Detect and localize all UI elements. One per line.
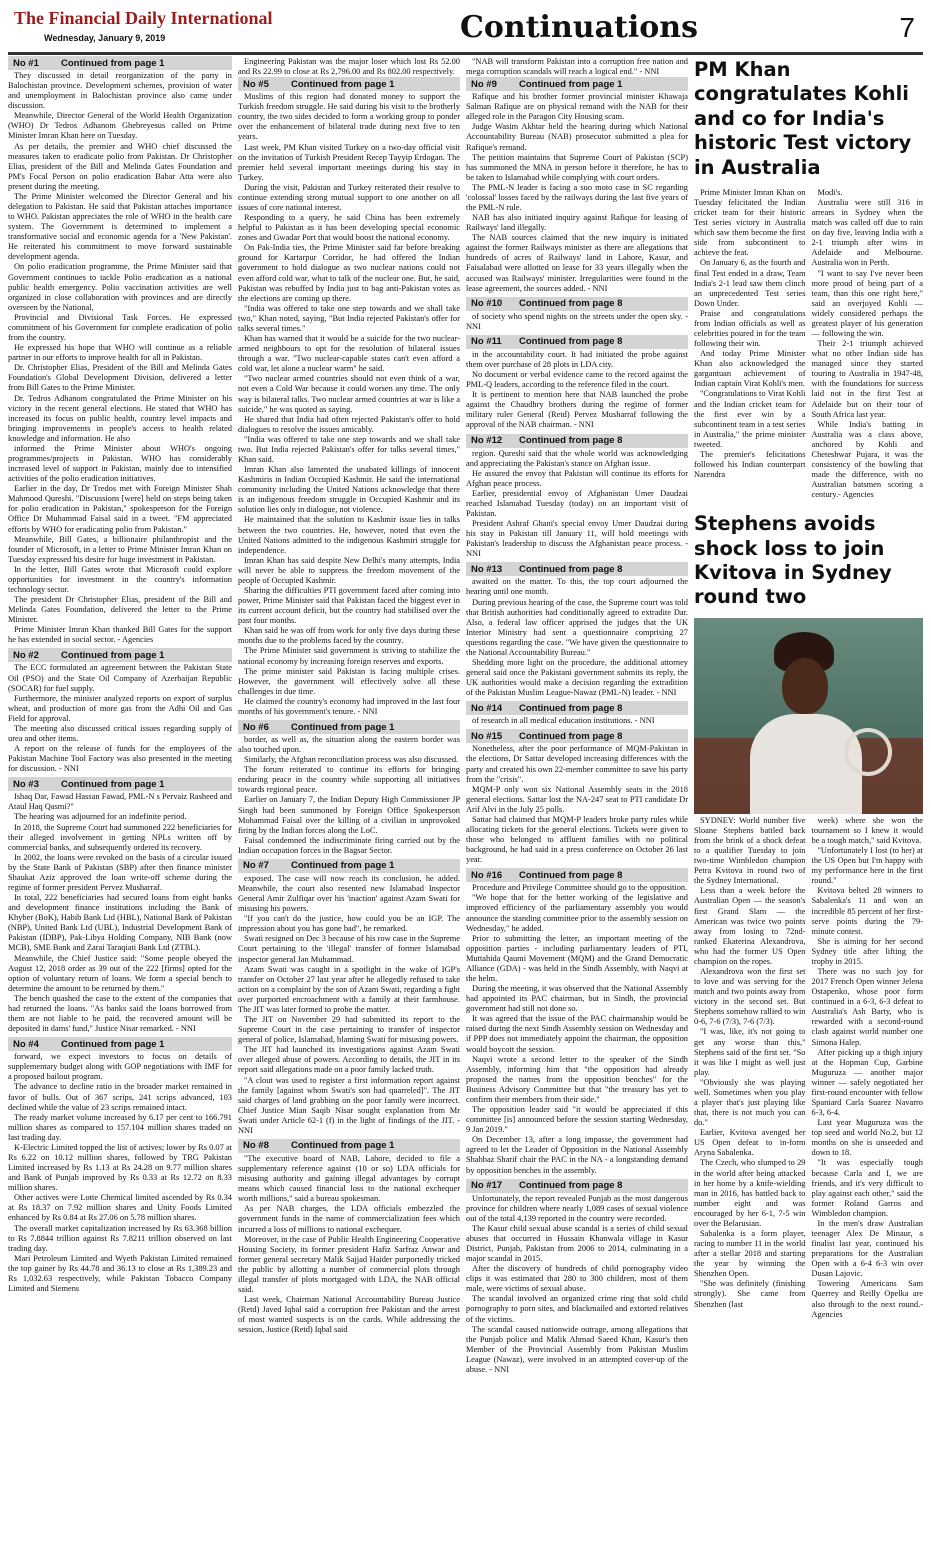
continued-label: Continued from page 8 [519,702,623,714]
continuation-header [238,859,460,873]
paragraph: Last week, PM Khan visited Turkey on a two-day official visit on the invitation of Turkish President Recep Tayyip Erdogan. The premier held several important meetings during his stay in Turkey. [238,142,460,182]
article-body [466,91,688,294]
paragraph: After the discovery of hundreds of child pornography video clips it was estimated that 280 to 300 children, most of them male, were victims of sexual abuse. [466,1264,688,1294]
continuation-number: No #11 [471,336,502,348]
paragraph: The hearing was adjourned for an indefinite period. [14,812,187,822]
continuation-7 [238,859,460,1136]
paragraph: Rafique and his brother former provincial minister Khawaja Salman Rafique are on physical remand with the NAB for their alleged role in the Paragon City Housing scam. [466,92,688,122]
paragraph: NAB has also initiated inquiry against Rafique for leasing of Railways' land illegally. [466,213,688,233]
paragraph: Prime Minister Imran Khan thanked Bill Gates for the support he has extended in social sector. - Agencies [8,625,232,645]
paragraph: Similarly, the Afghan reconciliation process was also discussed. [244,755,459,765]
article-body [238,1153,460,1335]
continuation-number: No #17 [471,1180,503,1192]
paragraph: Meanwhile, the Chief Justice said: "Some people obeyed the August 12, 2018 order as 39 out of the 222 [firms] opted for the option of voluntary return of loans. We form a special bench to determine the amount to be returned by them." [8,953,232,993]
paragraph: "India was offered to take one step towards and we shall take two. But India rejected Pakistan's offer for talks several times," Khan said. [238,434,460,464]
continuation-header [8,777,232,791]
paragraph: Imran Khan has said despite New Delhi's many attempts, India will never be able to suppress the freedom movement of the people of Occupied Kashmir. [238,555,460,585]
paragraph: On January 6, as the fourth and final Test ended in a draw, Team India's 2-1 lead saw them clinch an unprecedented Test series Down Under. [694,258,806,308]
continuation-header [466,701,688,715]
paragraph: week) where she won the tournament so I knew it would be a tough match," said Kvitova. [811,815,923,845]
paragraph: In the letter, Bill Gates wrote that Microsoft could explore opportunities for investment in the country's information technology sector. [8,564,232,594]
paragraph: The Kasur child sexual abuse scandal is a series of child sexual abuses that occurred in Hussain Khanwala village in Kasur District, Punjab, Pakistan from 2006 to 2014, culminating in a major scandal in 2015. [466,1223,688,1264]
continuation-15 [466,729,688,865]
paragraph: The ECC formulated an agreement between the Pakistan State Oil (PSO) and the State Oil Company of Azerbaijan Republic (SOCAR) for fuel supply. [8,663,232,693]
continuation-1 [8,56,232,645]
article-body [812,816,924,1320]
continued-label: Continued from page 1 [291,1140,395,1152]
paragraph: In 2002, the loans were revoked on the basis of a circular issued by the State Bank of Pakistan (SBP) after then finance minister Shaukat Aziz approved the loan write-off scheme during the regime of former president Pervez Musharraf. [8,852,232,893]
paragraph: "I want to say I've never been more proud of being part of a team, than this one right here," said an overjoyed Kohli — widely considered perhaps the greatest player of his generation — following the win. [811,268,923,338]
continuation-12 [466,434,688,560]
article-body [466,882,688,1175]
paragraph: Last year Muguruza was the top seed and world No.2, but 12 months on she is unseeded and down to 18. [811,1118,923,1158]
paragraph: Sabalenka is a form player, racing to number 11 in the world after a stellar 2018 and starting the year by winning the Shenzhen Open. [694,1229,806,1279]
paragraph: in the accountability court. It had initiated the probe against them over purchase of 28 plots in LDA city. [466,349,688,369]
paragraph: "Unfortunately I lost (to her) at the US Open but I'm happy with my performance here in the first round." [811,846,923,886]
paragraph: In total, 222 beneficiaries had secured loans from eight banks and development finance institutions including the Bank of Khyber (BoK), Habib Bank Ltd (HBL), National Bank of Pakistan (NBP), United Bank Ltd (UBL), Industrial Development Bank of Pakistan (IDBP), Pak-Libya Holding Company, NIB Bank (now MCB), SME Bank and Zarai Taraqiati Bank Ltd (ZTBL). [8,893,232,953]
paragraph: K-Electric Limited topped the list of actives; lower by Rs 0.07 at Rs 6.22 on 10.12 million shares, followed by TRG Pakistan Limited increased by Rs 1.13 at Rs 24.28 on 9.77 million shares and Bank of Punjab improved by Rs 0.33 at Rs 12.72 on 8.33 million shares. [8,1142,232,1193]
paragraph: informed the Prime Minister about WHO's ongoing programmes/projects in Pakistan. WHO has considerably increased level of support in Pakistan, mainly due to intensified activities of the polio eradication initiatives. [8,443,232,484]
paragraph: They discussed in detail reorganization of the party in Balochistan province. Development schemes, provision of water and unemployment in Balochistan province also came under discussion. [8,71,232,111]
article-body [8,1051,232,1294]
paragraph: Mari Petroleum Limited and Wyeth Pakistan Limited remained the top gainer by Rs 44.78 and 36.13 to close at Rs 1,389.23 and Rs 1,032.63 respectively, while Pakistan Tobacco Company Limited and Siemens [8,1253,232,1293]
continuation-number: No #2 [13,649,39,661]
paragraph: "Congratulations to Virat Kohli and the Indian cricket team for the first ever win by a subcontinent team in a test series in Australia," the prime minister tweeted. [694,389,806,449]
paragraph: Meanwhile, Bill Gates, a billionaire philanthropist and the founder of Microsoft, in a letter to Prime Minister Imran Khan on Tuesday expressed his desire for huge investment in Pakistan. [8,534,232,564]
article-body [466,448,688,560]
paragraph: "She was definitely (finishing strongly). She came from Shenzhen (last [694,1279,806,1309]
paragraph: "It was especially tough because Carla and I, we are friends, and it's very difficult to play against each other," said the former Roland Garros and Wimbledon champion. [811,1158,923,1218]
paragraph: Procedure and Privilege Committee should go to the opposition. [472,883,688,893]
paragraph: "A clout was used to register a first information report against the family [against whom Swati's son had quarreled]". The JIT said charges of land grabbing on the poor family were incorrect. Chief Justice Mian Saqib Nisar sought explanation from Mr Swati under Article 62-1 (f) in the light of findings of the JIT. - NNI [238,1075,460,1135]
column-3 [466,56,688,1552]
paragraph: awaited on the matter. To this, the top court adjourned the hearing until one month. [466,577,688,597]
paragraph: border, as well as, the situation along the eastern border was also touched upon. [238,735,460,755]
paragraph: After picking up a thigh injury at the Hopman Cup, Garbine Muguruza — another major winner — safely negotiated her first-round encounter with fellow Spaniard Carla Suarez Navarro 6-3, 6-4. [811,1047,923,1118]
paragraph: The prime minister said Pakistan is facing multiple crises. However, the government will effectively solve all these challenges in due time. [238,666,460,696]
paragraph: "Obviously she was playing well. Sometimes when you play a player that's just playing like that, there is not much you can do." [694,1077,806,1128]
paragraph: The Prime Minister said government is striving to stabilize the national economy by increasing foreign reserves and exports. [238,646,460,666]
paragraph: He assured the envoy that Pakistan will continue its efforts for Afghan peace process. [466,468,688,488]
paragraph: The bench quashed the case to the extent of the companies that had returned the loans. "As banks said the loans borrowed from them are not liable to be paid, the recovered amount will be deposited in dams' fund," Justice Nisar remarked. - NNI [8,993,232,1034]
paragraph: Engineering Pakistan was the major loser which lost Rs 52.00 and Rs 22.99 to close at Rs 2,796.00 and Rs 802.00 respectively. [238,57,460,77]
section-title: Continuations [460,10,698,45]
paragraph: As per details, the premier and WHO chief discussed the measures taken to eradicate polio from Pakistan. Dr Christopher Elias, president of the Bill and Melinda Gates Foundation and PM's Focal Person on polio eradication Babar Atta were also present during the meeting. [8,141,232,191]
continuation-number: No #1 [13,57,39,69]
continuation-header [466,335,688,349]
continuation-5 [238,77,460,717]
paragraph: The JIT on November 29 had submitted its report to the Supreme Court in the case pertaining to transfer of inspector general of police, Islamabad, blaming Swati for misusing powers. [238,1015,460,1045]
paper-name: The Financial Daily International [14,8,273,28]
paragraph: Imran Khan also lamented the unabated killings of innocent Kashmiris in Indian Occupied Kashmir. He said the international community including the United Nations acknowledge that there is an indigenous freedom struggle in Occupied Kashmir and its solution lies only in dialogue, not violence. [238,465,460,515]
continued-label: Continued from page 1 [291,860,395,872]
paragraph: President Ashraf Ghani's special envoy Umer Daudzai during his stay in Pakistan till January 11, will hold meetings with Pakistan's leadership to discuss the Afghanistan peace process. - NNI [466,519,688,559]
paragraph: Furthermore, the minister analyzed reports on export of surplus wheat, and production of more gas from the Adhi Oil and Gas Field for approval. [8,693,232,723]
paragraph: The Czech, who slumped to 29 in the world after being attacked in her home by a knife-wielding man in 2016, has battled back to number eight and was encouraged by her 6-1, 7-5 win over the Belarusian. [694,1158,806,1228]
paragraph: Azam Swati was caught in a spotlight in the wake of IGP's transfer on October 27 last year after he allegedly refused to take action on a complaint by the son of Azam Swati, regarding a fight over purported encroachment with a family at their farmhouse. The JIT was later formed to probe the matter. [238,964,460,1014]
continuation-header [8,56,232,70]
paragraph: During previous hearing of the case, the Supreme court was told that British authorities had conditionally agreed to extradite Dar. Also, a federal law officer apprised the judges that the UK Interior Ministry had sent a questionnaire comprising 27 questions regarding the case. "We have given the questionnaire to the National Accountability Bureau." [466,597,688,657]
paragraph: Sharing the difficulties PTI government faced after coming into power, Prime Minister said that Pakistan faced the biggest ever in its current account deficit, but the country had stabilised over the past four months. [238,585,460,626]
paragraph: Dr. Christopher Elias, President of the Bill and Melinda Gates Foundation's Global Development Division, delivered a letter from Bill Gates to the Prime Minister. [8,363,232,393]
continued-label: Continued from page 1 [61,1038,165,1050]
paragraph: Moreover, in the case of Public Health Engineering Cooperative Housing Society, its former president Hafiz Sarfraz Anwar and former general secretary Malik Sajjad Haider purportedly tricked the public by allotting a number of commercial plots through illegal transfer of plots mortgaged with LDA, the NAB official said. [238,1234,460,1294]
continuation-4 [8,1037,232,1294]
article-body [466,56,688,77]
continued-label: Continued from page 1 [61,778,165,790]
continuation-number: No #15 [471,730,503,742]
article-body [694,188,806,500]
paragraph: The premier's felicitations followed his Indian counterpart Narendra [694,449,806,480]
racket-icon [844,728,892,776]
continuation-header [8,648,232,662]
masthead [8,8,923,55]
continuation-number: No #4 [13,1038,39,1050]
continuation-number: No #12 [471,435,503,446]
article-body [238,734,460,856]
continuation-8 [238,1139,460,1335]
paragraph: "If you can't do the justice, how could you be an IGP. The impression about you has gone bad", he remarked. [238,914,460,934]
paragraph: The scandal caused nationwide outrage, among allegations that the Punjab police and Malik Ahmad Saeed Khan, Kasur's then Member of the Provincial Assembly from Pakistan Muslim League (Nawaz), were involved in an attempted cover-up of the abuse. - NNI [466,1324,688,1374]
paragraph: Their 2-1 triumph achieved what no other Indian side has managed since they started touring to Australia in 1947-48, with the foundations for success laid not in the first Test at Adelaide but on their tour of South Africa last year. [811,339,923,419]
paragraph: Earlier, presidential envoy of Afghanistan Umer Daudzai reached Islamabad Tuesday (today) on an important visit of Pakistan. [466,488,688,518]
continuation-number: No #13 [471,563,503,575]
paragraph: On December 13, after a long impasse, the government had agreed to let the Leader of Opposition in the National Assembly Shahbaz Sharif chair the PAC in the NA - a longstanding demand by opposition benches in the assembly. [466,1135,688,1175]
continuation-header [466,1179,688,1193]
article-body [238,56,460,77]
paragraph: During the visit, Pakistan and Turkey reiterated their resolve to continue extending strong mutual support to one another on all issues of core national interest. [238,182,460,213]
continuation-14 [466,701,688,726]
story-stephens [694,816,923,1320]
paragraph: exposed. The case will now reach its conclusion, he added. Meanwhile, the court also resented new Islamabad Inspector General Amir Zulfiqar over his 'inaction' against Azam Swati for misusing his powers. [238,873,460,914]
continuation-header [466,77,688,91]
paragraph: On Pak-India ties, the Prime Minister said far before breaking ground for Kartarpur Corridor, he had offered the Indian government to hold dialogue as two nuclear nations could not even afford cold war, what to talk of the nuclear one. But, he said, Pakistan was rebuffed by India just to bag anti-Pakistan votes as the elections are coming up there. [238,243,460,303]
continued-label: Continued from page 8 [519,730,623,742]
article-body [466,576,688,698]
paragraph: The advance to decline ratio in the broader market remained in favor of bulls. Out of 367 scrips, 241 scrips advanced, 103 declined while the value of 23 scrips remained intact. [8,1082,232,1112]
paragraph: While India's batting in Australia was a class above, anchored by Kohli and Cheteshwar Pujara, it was the consistency of the bowling that made the difference, with no Australian batsmen scoring a century.- Agencies [811,419,923,500]
paragraph: Other actives were Lotte Chemical limited ascended by Rs 0.34 at Rs 18.37 on 7.92 million shares and Unity Foods Limited enhanced by Rs 0.84 at Rs 27.06 on 5.78 million shares. [8,1193,232,1223]
paragraph: As per NAB charges, the LDA officials embezzled the government funds in the name of commercialization fees which incurred a loss of millions to national exchequer. [238,1204,460,1234]
continuation-header [466,434,688,448]
paragraph: Nonetheless, after the poor performance of MQM-Pakistan in the elections, Dr Sattar developed increasing differences with the party and created his own 22-member committee to save his party from the "crisis". [466,744,688,784]
paragraph: Earlier in the day, Dr Tredos met with Foreign Minister Shah Mahmood Qureshi. "Discussions [were] held on steps being taken for polio eradication in Pakistan," spokesperson for the Foreign Office Dr Muhammad Faisal said in a tweet. "FM appreciated efforts by WHO for eradicating polio from Pakistan." [8,484,232,534]
continuation-2 [8,648,232,774]
continuation-number: No #10 [471,298,503,310]
paragraph: Khan said he was off from work for only five days during these months due to the problems faced by the country. [238,626,460,646]
article-body [466,743,688,865]
continuation-number: No #3 [13,778,39,790]
continuation-header [466,297,688,311]
continued-label: Continued from page 1 [61,57,165,69]
continuation-9 [466,77,688,294]
article-body [8,662,232,774]
paragraph: The petition maintains that Supreme Court of Pakistan (SCP) has summoned the MNA in person before it therefore, he has to be taken to Islamabad while complying with court orders. [466,152,688,182]
article-body [466,1193,688,1375]
paragraph: During the meeting, it was observed that the National Assembly had appointed its PAC chairman, but in Sindh, the provincial government had still not done so. [466,984,688,1014]
paragraph: Last week, Chairman National Accountability Bureau Justice (Retd) Javed Iqbal said a corruption free Pakistan and the arrest of most wanted suspects is on the cards. While addressing the session, Justice (Retd) Iqbal said [238,1295,460,1335]
continued-label: Continued from page 1 [291,78,395,90]
column-4 [694,56,923,1552]
paragraph: She is aiming for her second Sydney title after lifting the trophy in 2015. [811,936,923,966]
continuation-header [8,1037,232,1051]
continuation-number: No #6 [243,721,269,733]
continuation-header [466,868,688,882]
continuation-number: No #7 [243,860,269,872]
story-kohli [694,188,923,500]
paragraph: Modi's. [817,187,843,197]
paragraph: region. Qureshi said that the whole world was acknowledging and appreciating the Pakistan's stance on Afghan issue. [466,448,688,468]
paragraph: SYDNEY: World number five Sloane Stephens battled back from the brink of a shock defeat to a qualifier Tuesday to join two-time Wimbledon champion Petra Kvitova in round two of the Sydney International. [694,815,806,886]
paragraph: "The executive board of NAB, Lahore, decided to file a supplementary reference against (10 or so) LDA officials for misusing authority and gaining illegal advantages by corrupt means which caused financial loss to the national exchequer worth millions," said a bureau spokesman. [238,1153,460,1204]
article-body [8,791,232,1034]
article-body [8,70,232,645]
continued-label: Continued from page 8 [519,435,623,446]
paragraph: The NAB sources claimed that the new inquiry is initiated against the former Railways minister as there are allegations that hundreds of acres of Railways' land in Lahore, Kasur, and Faisalabad were allotted on lease for 33 years illegally when the accused was Railways' minister. Irregularities were found in the lease agreement, the sources added. - NNI [466,233,688,293]
paragraph: It was agreed that the issue of the PAC chairmanship would be raised during the next Sindh Assembly session on Wednesday and if PPP does not immediately appoint the chairman, the opposition would boycott the session. [466,1014,688,1054]
column-2 [238,56,460,1552]
paragraph: Ishaq Dar, Fawad Hassan Fawad, PML-N s Pervaiz Rasheed and Ataul Haq Qasmi?" [8,792,232,812]
paragraph: It is pertinent to mention here that NAB launched the probe against the Chaudhry brothers during the regime of former military ruler General (Retd) Pervez Musharraf following the approval of the NAB chairman. - NNI [466,390,688,430]
article-body [812,188,924,500]
paragraph: The JIT had launched its investigations against Azam Swati over alleged abuse of powers. According to details, the JIT in its report said allegations made on a poor family lacked truth. [238,1045,460,1075]
paragraph: Towering Americans Sam Querrey and Reilly Opelka are also through to the next round.- Agencies [811,1279,923,1319]
paragraph: Naqvi wrote a second letter to the speaker of the Sindh Assembly, informing him that "the opposition had already proposed the names from the opposition benches" for the Business Advisory Committee but that "the treasury has yet to confirm their members from their side." [466,1054,688,1104]
continuation-number: No #9 [471,78,497,90]
paragraph: Khan has warned that it would be a suicide for the two nuclear-armed neighbours to opt for the resolution of bilateral issues through a war. "Two nuclear-capable states can't even afford a cold war, let alone a nuclear warm" he said. [238,334,460,374]
continued-label: Continued from page 1 [519,78,623,90]
paragraph: The ready market volume increased by 6.17 per cent to 166.791 million shares as compared to 157.104 million shares traded on last trading day. [8,1112,232,1142]
paragraph: A report on the release of funds for the employees of the Pakistan Machine Tool Factory was also presented in the meeting for discussion. - NNI [8,744,232,774]
article-body [238,91,460,717]
paragraph: He claimed the country's economy had improved in the last four months of his government's tenure. - NNI [238,696,460,716]
page-number: 7 [899,12,915,43]
paragraph: Australia were still 316 in arrears in Sydney when the match was called off due to rain on day five, leaving India with a 2-1 triumph after wins in Adelaide and Melbourne. Australia won in Perth. [811,197,923,268]
paragraph: He expressed his hope that WHO will continue as a reliable partner in our efforts to improve health for all in Pakistan. [8,343,232,363]
paragraph: "I was, like, it's not going to get any worse than this," Stephens said of the first set. "So it was like I might as well just play. [694,1027,806,1077]
paragraph: Provincial and Divisional Task Forces. He expressed commitment of his Government for complete eradication of polio from the country. [8,312,232,343]
paragraph: "We hope that for the better working of the legislative and improved efficiency of the parliamentary assembly you would announce the standing committee prior to the assembly session on Wednesday," he added. [466,893,688,933]
paragraph: MQM-P only won six National Assembly seats in the 2018 general elections. Sattar lost the NA-247 seat to PTI candidate Dr Arif Alvi in the July 25 polls. [466,784,688,814]
paragraph: The PML-N leader is facing a suo moto case in SC regarding 'colossal' losses faced by the railways during the last five years of the PML-N rule. [466,182,688,213]
paragraph: No document or verbal evidence came to the record against the PML-Q leaders, according to the reference filed in the court. [466,370,688,390]
paragraph: Meanwhile, Director General of the World Health Organization (WHO) Dr Tedros Adhanom Ghebreyesus called on Prime Minister Imran Khan here on Tuesday. [8,111,232,141]
paragraph: Alexandrova won the first set to love and was serving for the match and two points away from victory in the second set. But Stephens somehow rallied to win 0-6, 7-6 (7/3), 7-6 (7/3). [694,966,806,1027]
continued-label: Continued from page 8 [519,1180,623,1192]
paragraph: of research in all medical education institutions. - NNI [472,716,655,726]
article-body [466,349,688,431]
paragraph: Earlier on January 7, the Indian Deputy High Commissioner JP Singh had been summoned by Foreign Office Spokesperson Mohammad Faisal over the killing of a civilian in unprovoked firing by the Indian forces along the LoC. [238,795,460,835]
continuation-number: No #5 [243,78,269,90]
paragraph: Unfortunately, the report revealed Punjab as the most dangerous province for children where nearly 1,089 cases of sexual violence out of the total 4,139 reported in the country were recorded. [466,1193,688,1223]
paragraph: "NAB will transform Pakistan into a corruption free nation and mega corruption scandals will reach a logical end." - NNI [466,57,688,77]
continuation-number: No #8 [243,1140,269,1152]
continuation-header [238,720,460,734]
paragraph: "India was offered to take one step towards and we shall take two," Khan noted, saying, "But India rejected Pakistan's offer for talks several times." [238,303,460,333]
paragraph: There was no such joy for 2017 French Open winner Jelena Ostapenko, whose poor form continued in a 6-3, 6-3 defeat to Australia's Ash Barty, who is rewarded with a second-round clash against world number one Simona Halep. [811,966,923,1047]
continuation-header [238,77,460,91]
paragraph: "Two nuclear armed countries should not even think of a war, not even a Cold War because it could worsen any time. The only way is bilateral talks. Two nuclear armed countries at war is like a suicide," he was quoted as saying. [238,374,460,414]
paragraph: of society who spend nights on the streets under the open sky. -NNI [466,311,688,331]
paragraph: He shared that India had often rejected Pakistan's offer to hold dialogues to resolve the issues amicably. [238,414,460,434]
paragraph: The forum reiterated to continue its efforts for bringing enduring peace in the country while supporting all initiatives towards regional peace. [238,765,460,795]
continuation-header [466,562,688,576]
continued-label: Continued from page 8 [519,563,623,575]
continued-label: Continued from page 8 [519,298,623,310]
article-body [466,311,688,332]
paragraph: Responding to a query, he said China has been extremely helpful to Pakistan as it has been developing special economic zones and Gwadar Port that would boost the national economy. [238,213,460,243]
article-body [466,715,688,726]
paragraph: Earlier, Kvitova avenged her US Open defeat to in-form Aryna Sabalenka. [694,1128,806,1158]
paragraph: The scandal involved an organized crime ring that sold child pornography to porn sites, and blackmailed and extorted relatives of the victims. [466,1294,688,1324]
paragraph: The opposition leader said "it would be appreciated if this committee [is] announced before the session starting Wednesday, 9 Jan 2019." [466,1105,688,1135]
paragraph: Faisal condemned the indiscriminate firing carried out by the Indian occupation forces in the Bagsar Sector. [238,835,460,855]
paragraph: Less than a week before the Australian Open — the season's first Grand Slam — the American was twice two points away from losing to 72nd-ranked Ekaterina Alexandrova, who had the former US Open champion on the ropes. [694,886,806,966]
paragraph: In the men's draw Australian teenager Alex De Minaur, a finalist last year, continued his preparations for the Australian Open with a 6-4 6-3 win over Dusan Lajovic. [811,1218,923,1279]
paragraph: On polio eradication programme, the Prime Minister said that Government continues to tackle Polio eradication as a national public health emergency. Polio vaccination activities are well organized in close collaboration with provinces and are directly overseen by the National, [8,262,232,312]
continuation-number: No #16 [471,869,503,881]
continuation-16 [466,868,688,1175]
issue-date: Wednesday, January 9, 2019 [44,33,166,43]
paragraph: The president Dr Christopher Elias, president of the Bill and Melinda Gates Foundation, delivered the letter to the Prime Minister. [8,595,232,625]
continued-label: Continued from page 1 [61,649,165,661]
continuation-header [238,1139,460,1153]
continued-label: Continued from page 8 [519,869,623,881]
continuation-number: No #14 [471,702,503,714]
continuation-11 [466,335,688,431]
paragraph: Kvitova belted 28 winners to Sabalenka's 11 and won an incredible 85 percent of her first-serve points during the 79-minute contest. [811,886,923,936]
paragraph: Shedding more light on the procedure, the additional attorney general said once the Pakistani government submits its reply, the UK authorities would make a decision regarding the extradition of the Pakistan Muslim League-Nawaz (PML-N) leader. - NNI [466,657,688,698]
paragraph: Dr. Tedros Adhanom congratulated the Prime Minister on his victory in the recent general elections. He stated that WHO has increased its focus on public health, country level impacts and bringing improvements in people's access to health related knowledge and information. He also [8,393,232,443]
headline-kohli: PM Khan congratulates Kohli and co for India's historic Test victory in Australia [694,58,912,179]
continued-label: Continued from page 8 [519,336,623,348]
paragraph: Praise and congratulations from Indian officials as well as celebrities poured in for the team following their win. [694,308,806,349]
continuation-17 [466,1179,688,1375]
paragraph: In 2018, the Supreme Court had summoned 222 beneficiaries for their alleged involvement in getting NPLs written off by commercial banks, and subsequently ordered its recovery. [8,822,232,852]
paragraph: And today Prime Minister Khan also acknowledged the gargantuan achievement of Indian captain Virat Kohli's men. [694,349,806,389]
paragraph: The meeting also discussed critical issues regarding supply of urea and other items. [8,723,232,743]
paragraph: He maintained that the solution to Kashmir issue lies in talks between the two countries. He, however, noted that even the United Nations admitted to the indigenous Kashmiri struggle for independence. [238,515,460,555]
paragraph: The Prime Minister welcomed the Director General and his delegation to Pakistan. He said that Pakistan attaches importance to WHO. Pakistan appreciates the role of WHO in the health care system. The Government is determined to implement a transformative social and economic agenda for a 'New Pakistan'. He reiterated his commitment to move forward sustainable development agenda. [8,191,232,262]
continuation-10 [466,297,688,332]
paragraph: Prime Minister Imran Khan on Tuesday felicitated the Indian cricket team for their historic Test series victory in Australia which saw them become the first side from subcontinent to achieve the feat. [694,187,806,258]
paragraph: Swati resigned on Dec 3 because of his row case in the Supreme Court pertaining to the 'illegal' transfer of former Islamabad inspector general Jan Muhammad. [238,934,460,964]
article-body [694,816,806,1320]
paragraph: Sattar had claimed that MQM-P leaders broke party rules while allocating tickets for the general elections. Tickets were given to those who belonged to affluent families with no political background, he had said in a press conference on October 26 last year. [466,814,688,865]
continuation-3 [8,777,232,1034]
paragraph: The overall market capitalization increased by Rs 63.368 billion to Rs 7.8844 trillion against Rs 7.8211 trillion observed on last trading day. [8,1223,232,1253]
continuation-6 [238,720,460,856]
paragraph: forward, we expect investors to focus on details of supplementary budget along with GOP negotiations with IMF for a proposed bailout program. [8,1052,232,1082]
article-body [238,873,460,1136]
paragraph: Muslims of this region had donated money to support the Turkish freedom struggle. He said during his visit to the brotherly country, the two sides decided to form a working group to ponder over the enhancement of bilateral trade during next five to ten years. [238,92,460,142]
paragraph: Judge Wasim Akhtar held the hearing during which National Accountability Bureau (NAB) prosecutor submitted a plea for Rafique's remand. [466,122,688,152]
continuation-13 [466,562,688,698]
paragraph: Prior to submitting the letter, an important meeting of the opposition parties - including parliamentary leaders of PTI, Muttahida Qaumi Movement (MQM) and the Grand Democratic Alliance (GDA) - was held in the Sindh Assembly, with Naqvi at the helm. [466,933,688,984]
tennis-player-photo [694,618,923,814]
continued-label: Continued from page 1 [291,721,395,733]
headline-stephens: Stephens avoids shock loss to join Kvitova in Sydney round two [694,512,892,609]
continuation-header [466,729,688,743]
column-1 [8,56,232,1552]
